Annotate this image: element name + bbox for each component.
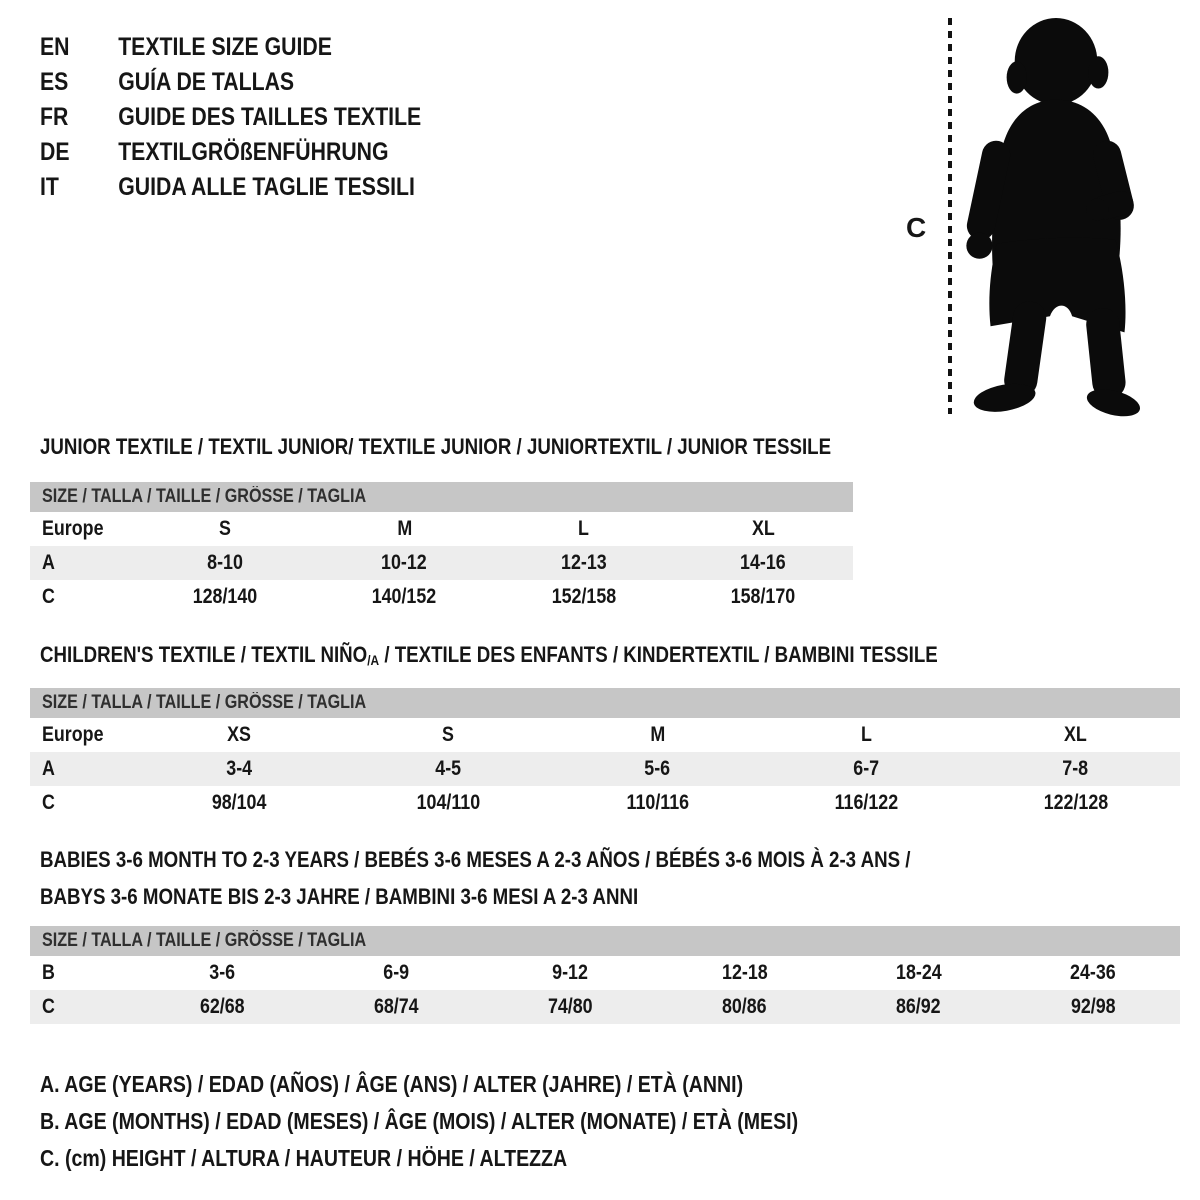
- age-value: 6-7: [853, 757, 880, 780]
- age-value: 8-10: [206, 551, 243, 574]
- height-value: 86/92: [896, 995, 942, 1018]
- junior-section-title: JUNIOR TEXTILE / TEXTIL JUNIOR/ TEXTILE JUNIOR / JUNIORTEXTIL / JUNIOR TESSILE: [40, 434, 832, 459]
- children-section-title: [40, 642, 938, 670]
- language-row: [40, 170, 421, 205]
- babies-size-table: [30, 926, 1180, 1024]
- size-header-label: SIZE / TALLA / TAILLE / GRÖSSE / TAGLIA: [42, 486, 367, 507]
- region-label: Europe: [42, 723, 104, 746]
- table-row-height-cm: [30, 990, 1180, 1024]
- row-label: A: [42, 551, 55, 574]
- size-column-header: XL: [1064, 723, 1087, 746]
- age-value: 4-5: [435, 757, 462, 780]
- guide-title: GUÍA DE TALLAS: [118, 68, 295, 96]
- table-row-height-cm: [30, 786, 1180, 820]
- language-row: [40, 30, 421, 65]
- children-size-table: [30, 688, 1180, 820]
- region-label: Europe: [42, 517, 104, 540]
- height-value: 122/128: [1043, 791, 1108, 814]
- height-value: 74/80: [548, 995, 593, 1018]
- guide-title: TEXTILE SIZE GUIDE: [118, 33, 332, 61]
- age-value: 12-13: [560, 551, 607, 574]
- babies-title-line1: BABIES 3-6 MONTH TO 2-3 YEARS / BEBÉS 3-6 MESES A 2-3 AÑOS / BÉBÉS 3-6 MOIS À 2-3 ANS /: [40, 847, 911, 872]
- language-row: [40, 100, 421, 135]
- children-title-main: CHILDREN'S TEXTILE / TEXTIL NIÑO: [40, 642, 368, 667]
- language-row: [40, 135, 421, 170]
- height-value: 140/152: [371, 585, 437, 608]
- table-row-height-cm: [30, 580, 853, 614]
- junior-size-table: [30, 482, 853, 614]
- size-header-bar: [30, 688, 1180, 718]
- size-column-header: S: [218, 517, 231, 540]
- table-header-row: [30, 512, 853, 546]
- legend-age-months: B. AGE (MONTHS) / EDAD (MESES) / ÂGE (MOIS) / ALTER (MONATE) / ETÀ (MESI): [40, 1108, 799, 1134]
- height-value: 128/140: [192, 585, 258, 608]
- size-header-label: SIZE / TALLA / TAILLE / GRÖSSE / TAGLIA: [42, 692, 367, 713]
- legend: [40, 1066, 798, 1177]
- size-column-header: XS: [227, 723, 252, 746]
- size-header-bar: [30, 482, 853, 512]
- guide-title: GUIDE DES TAILLES TEXTILE: [118, 103, 422, 131]
- height-value: 68/74: [373, 995, 419, 1018]
- height-value: 80/86: [722, 995, 767, 1018]
- table-header-row: [30, 718, 1180, 752]
- height-value: 92/98: [1070, 995, 1116, 1018]
- children-title-subscript: /A: [367, 652, 380, 668]
- babies-title-line2: BABYS 3-6 MONATE BIS 2-3 JAHRE / BAMBINI 3-6 MESI A 2-3 ANNI: [40, 884, 639, 909]
- height-value: 152/158: [551, 585, 617, 608]
- row-label: C: [42, 585, 55, 608]
- size-column-header: M: [650, 723, 665, 746]
- language-row: [40, 65, 421, 100]
- size-header-label: SIZE / TALLA / TAILLE / GRÖSSE / TAGLIA: [42, 930, 367, 951]
- language-code: EN: [40, 33, 70, 61]
- height-value: 62/68: [199, 995, 245, 1018]
- height-value: 110/116: [626, 791, 689, 814]
- height-measure-dashed-line: [948, 18, 952, 414]
- height-value: 158/170: [730, 585, 796, 608]
- language-title-list: [40, 30, 489, 205]
- legend-age-years: A. AGE (YEARS) / EDAD (AÑOS) / ÂGE (ANS) / ALTER (JAHRE) / ETÀ (ANNI): [40, 1071, 744, 1097]
- guide-title: GUIDA ALLE TAGLIE TESSILI: [118, 173, 415, 201]
- age-value: 3-4: [226, 757, 253, 780]
- height-measure-label: C: [906, 212, 927, 243]
- table-row-age-years: [30, 546, 853, 580]
- babies-section-title: [40, 841, 910, 915]
- size-column-header: XL: [751, 517, 775, 540]
- size-column-header: L: [861, 723, 872, 746]
- age-value: 7-8: [1062, 757, 1089, 780]
- legend-height-cm: C. (cm) HEIGHT / ALTURA / HAUTEUR / HÖHE / ALTEZZA: [40, 1145, 568, 1171]
- age-value: 24-36: [1070, 961, 1116, 984]
- size-header-bar: [30, 926, 1180, 956]
- table-row-age-years: [30, 752, 1180, 786]
- language-code: FR: [40, 103, 69, 131]
- age-value: 10-12: [381, 551, 428, 574]
- table-row-age-months: [30, 956, 1180, 990]
- size-column-header: S: [442, 723, 455, 746]
- age-value: 5-6: [644, 757, 671, 780]
- guide-title: TEXTILGRÖßENFÜHRUNG: [118, 138, 389, 166]
- language-code: DE: [40, 138, 70, 166]
- row-label: C: [42, 995, 55, 1018]
- height-value: 98/104: [212, 791, 267, 814]
- age-value: 9-12: [552, 961, 589, 984]
- age-value: 6-9: [383, 961, 410, 984]
- size-column-header: L: [578, 517, 590, 540]
- age-value: 18-24: [895, 961, 942, 984]
- size-column-header: M: [396, 517, 412, 540]
- age-value: 3-6: [209, 961, 235, 984]
- language-code: ES: [40, 68, 69, 96]
- height-value: 104/110: [416, 791, 481, 814]
- children-title-rest: / TEXTILE DES ENFANTS / KINDERTEXTIL / BAMBINI TESSILE: [379, 642, 938, 667]
- height-value: 116/122: [834, 791, 899, 814]
- toddler-silhouette-icon: [966, 14, 1143, 422]
- row-label: A: [42, 757, 55, 780]
- age-value: 12-18: [721, 961, 768, 984]
- language-code: IT: [40, 173, 59, 201]
- row-label: B: [42, 961, 55, 984]
- age-value: 14-16: [740, 551, 787, 574]
- row-label: C: [42, 791, 55, 814]
